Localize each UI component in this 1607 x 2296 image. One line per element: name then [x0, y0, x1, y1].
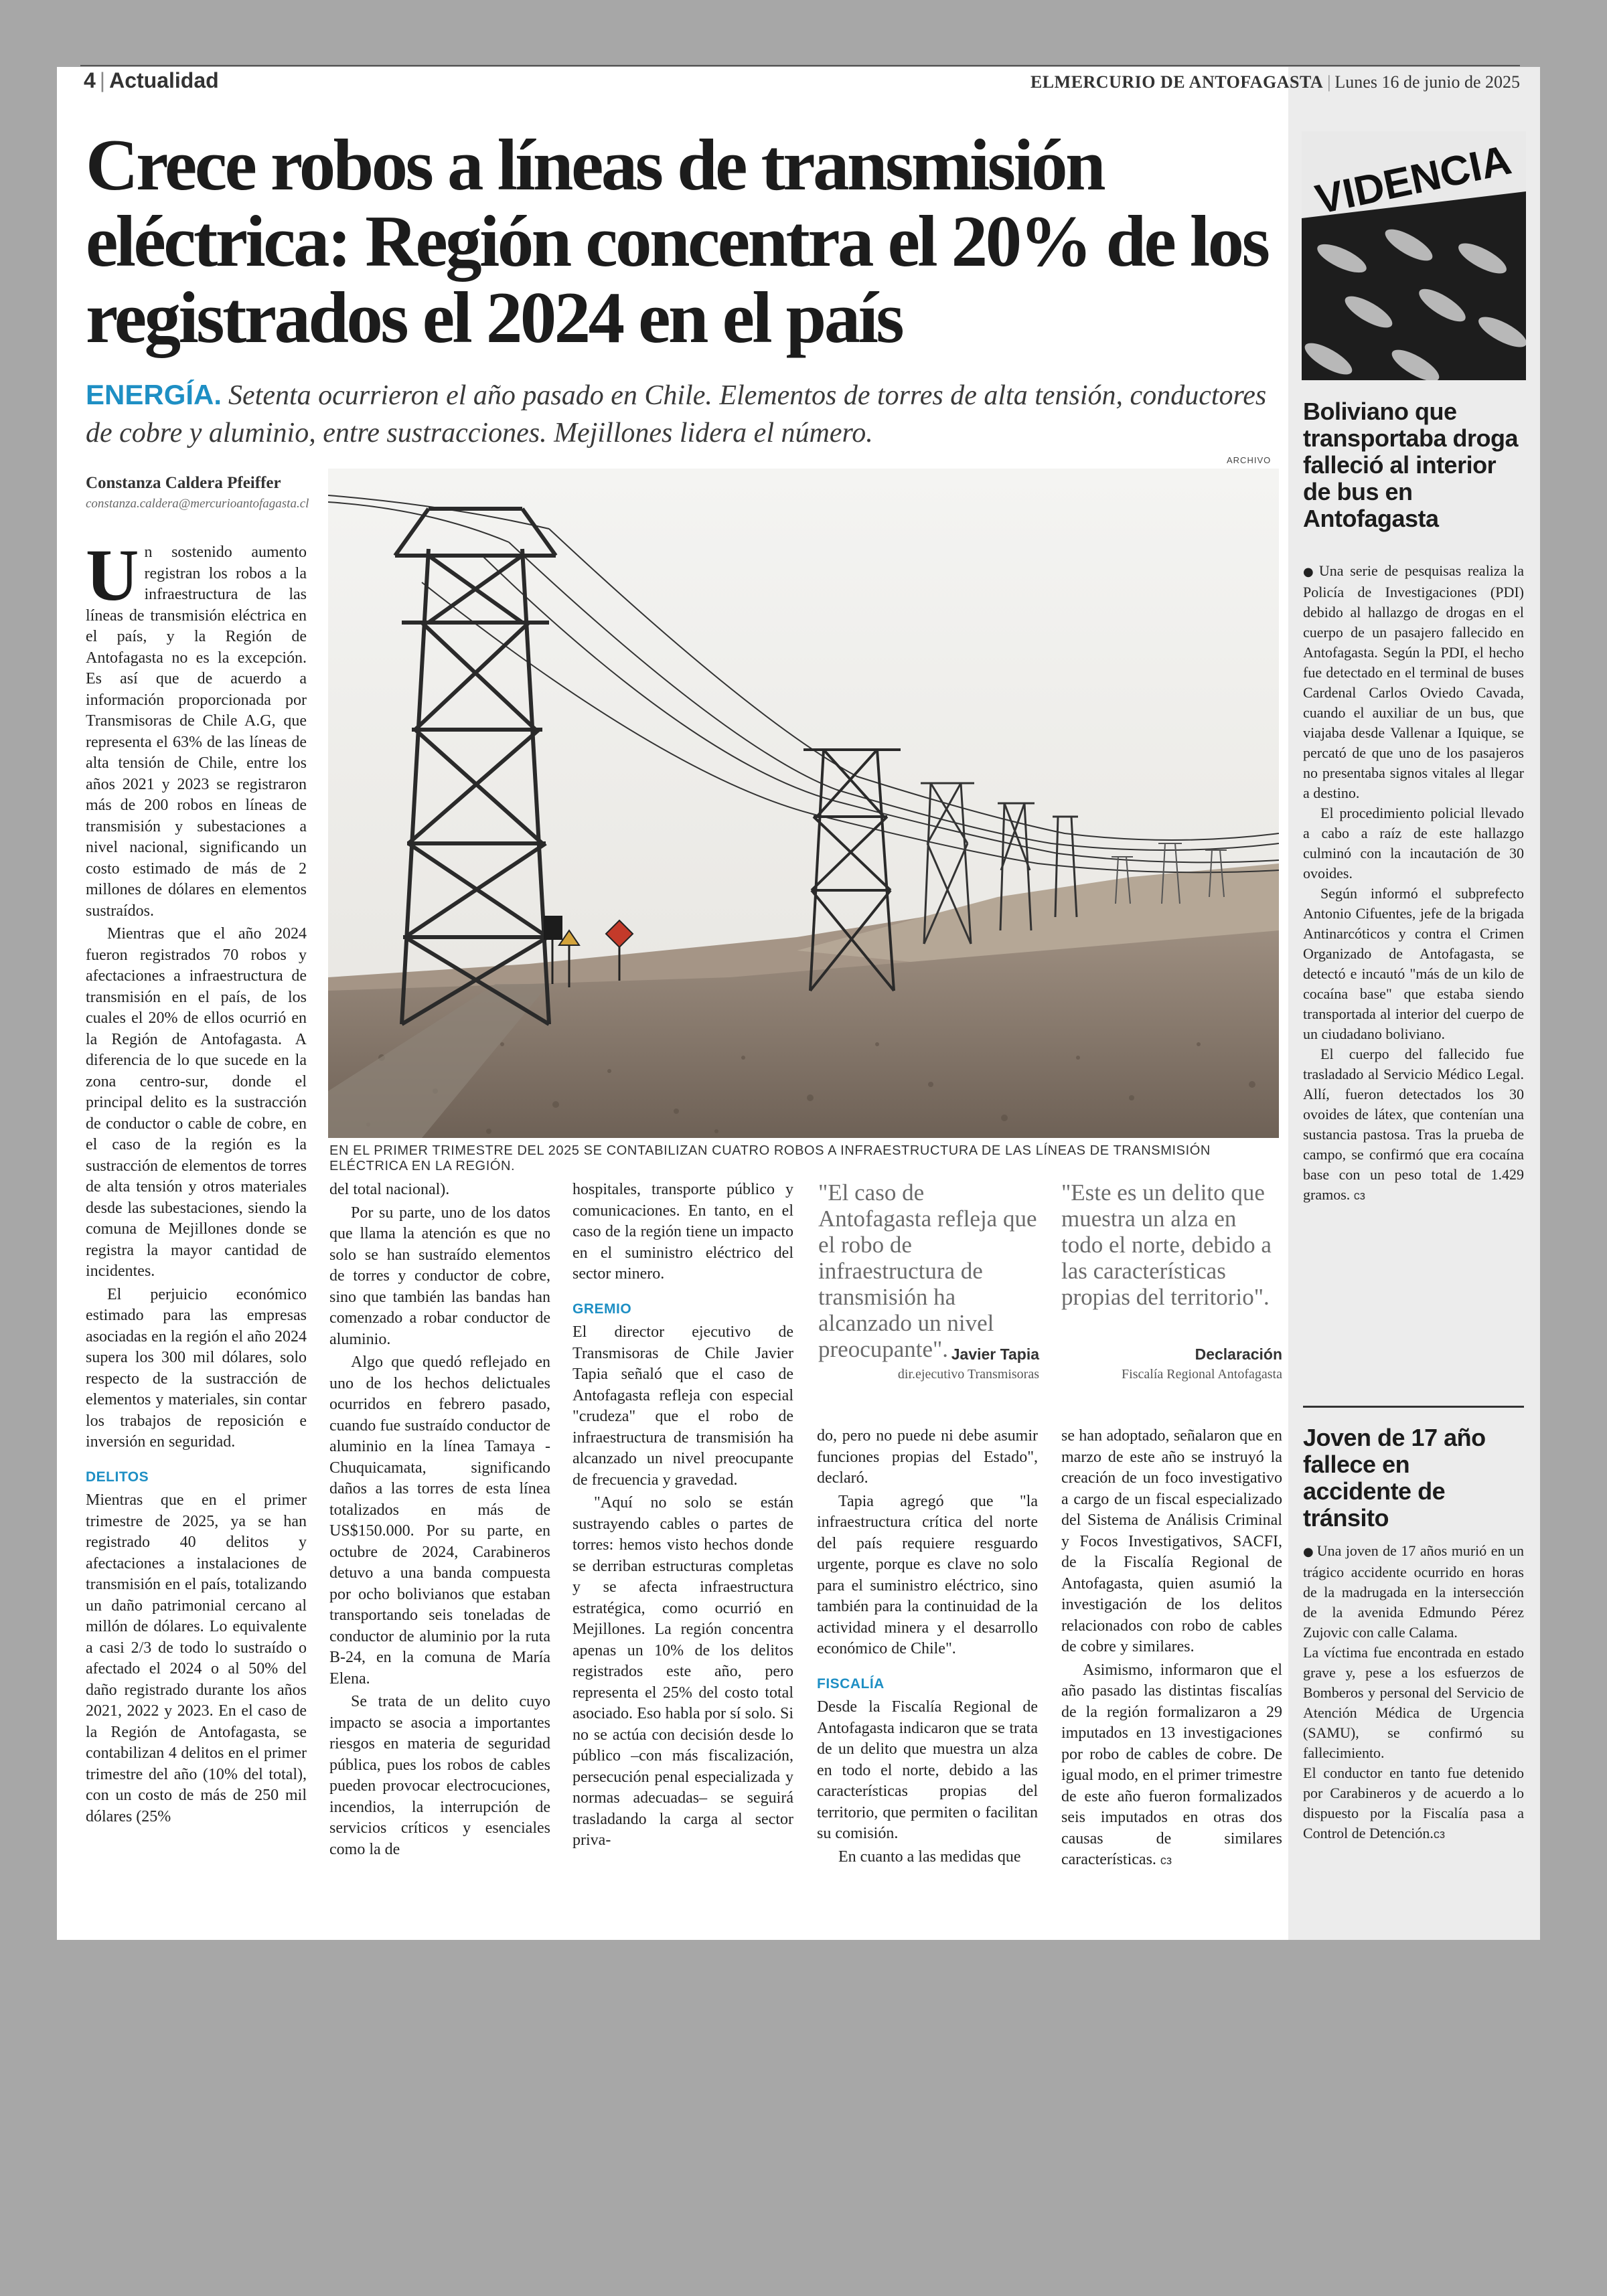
paragraph: [1061, 1660, 1282, 1872]
paragraph-text: Una joven de 17 años murió en un trágico accidente ocurrido en horas de la madrugada en la intersección de la avenida Edmundo Pérez Zujovic con calle Calama.: [1303, 1542, 1524, 1641]
header-rule: [80, 65, 1520, 66]
end-mark: cз: [1353, 1189, 1366, 1202]
photo-caption: EN EL PRIMER TRIMESTRE DEL 2025 SE CONTABILIZAN CUATRO ROBOS A INFRAESTRUCTURA DE LAS LÍNEAS DE TRANSMISIÓN ELÉCTRICA EN LA REGIÓN.: [329, 1143, 1211, 1173]
paragraph: El perjuicio económico estimado para las empresas asociadas en la región el año 2024 supera los 300 mil dólares, solo respecto de la sustracción de elementos y materiales, sin contar los trabajos de reposición e inversión en seguridad.: [86, 1285, 307, 1451]
article-kicker: ENERGÍA.: [86, 379, 222, 410]
paragraph: se han adoptado, señalaron que en marzo de este año se instruyó la creación de un foco investigativo a cargo de un fiscal especializado del Sistema de Análisis Criminal y Focos Investigativos, SACFI, de la Fiscalía Regional de Antofagasta, quien asumió la investigación de los delitos relacionados con robo de cables de cobre y similares.: [1061, 1427, 1282, 1655]
end-mark: cз: [1160, 1854, 1172, 1867]
paragraph-text: n sostenido aumento registran los robos a la infraestructura de las líneas de transmisión eléctrica en el país, y la Región de Antofagasta no es la excepción. Es así que de acuerdo a información proporcionada por Transmisoras de Chile A.G, que representa el 63% de las líneas de alta tensión de Chile, entre los años 2021 y 2023 se registraron más de 200 robos en líneas de transmisión y subestaciones a nivel nacional, significando un costo estimado de más de 2 millones de dólares en elementos sustraídos.: [86, 544, 307, 920]
paragraph: [86, 534, 307, 922]
paragraph: La víctima fue encontrada en estado grave y, pese a los esfuerzos de Bomberos y personal del Servicio de Atención Médica de Urgencia (SAMU), se confirmó su fallecimiento.: [1303, 1644, 1524, 1761]
pull-quote-2: "Este es un delito que muestra un alza en todo el norte, debido a las características propias del territorio".: [1061, 1179, 1272, 1310]
quote-author: Javier Tapia: [951, 1345, 1039, 1363]
paragraph: "Aquí no solo se están sustrayendo cables o partes de torres: hemos visto hechos donde se derriban estructuras completas y se afecta infraestructura estratégica, como ocurrió en Mejillones. La región concentra apenas un 10% de los delitos registrados este año, pero representa el 25% del costo total asociado. Eso habla por sí solo. Si no se actúa con decisión desde lo público –con más fiscalización, persecución penal especializada y normas adecuadas– se seguirá trasladando la carga al sector priva-: [572, 1494, 793, 1849]
sidebar-story-2-body: [1303, 1541, 1524, 1844]
transmission-towers-photo: [328, 469, 1279, 1138]
publication-name: ELMERCURIO DE ANTOFAGASTA: [1030, 72, 1324, 92]
paragraph: [1303, 1541, 1524, 1643]
sidebar-story-1-headline: Boliviano que transportaba droga falleció al interior de bus en Antofagasta: [1303, 398, 1519, 532]
drop-cap: U: [86, 534, 139, 616]
sidebar-story-2-headline: Joven de 17 año fallece en accidente de tránsito: [1303, 1424, 1486, 1532]
article-lead: [86, 376, 1291, 452]
article-headline: Crece robos a líneas de transmisión eléctrica: Región concentra el 20% de los registrados el 2024 en el país: [86, 125, 1268, 358]
sidebar-photo: [1302, 131, 1526, 380]
paragraph-text: Asimismo, informaron que el año pasado las distintas fiscalías de la región formalizaron a 29 imputados en 13 investigaciones por robo de cables de cobre. De igual modo, en el primer trimestre de este año fueron formalizados seis imputados en otras dos causas de similares características.: [1061, 1661, 1282, 1868]
author-email: constanza.caldera@mercurioantofagasta.cl: [86, 497, 309, 511]
paragraph: En cuanto a las medidas que: [838, 1848, 1021, 1866]
body-column-4: [817, 1426, 1038, 1870]
paragraph: [1303, 1044, 1524, 1206]
publication-date: Lunes 16 de junio de 2025: [1334, 72, 1520, 92]
subhead-delitos: DELITOS: [86, 1469, 149, 1485]
bullet-icon: ●: [1303, 565, 1316, 579]
paragraph: do, pero no puede ni debe asumir funciones propias del Estado", declaró.: [817, 1427, 1038, 1487]
author-name: Constanza Caldera Pfeiffer: [86, 474, 281, 492]
paragraph: Por su parte, uno de los datos que llama la atención es que no solo se han sustraído elementos de torres y conductor de cobre, sino que también las bandas han comenzado a robar conductor de aluminio.: [329, 1204, 550, 1348]
paragraph: Se trata de un delito cuyo impacto se asocia a importantes riesgos en materia de seguridad pública, pues los robos de cables pueden provocar electrocuciones, incendios, la interrupción de servicios críticos y esenciales como la de: [329, 1693, 550, 1858]
header-left: [84, 68, 219, 93]
paragraph: Mientras que en el primer trimestre de 2025, ya se han registrado 40 delitos y afectaciones a instalaciones de transmisión en el país, totalizando un daño patrimonial cercano al millón de dólares. Lo equivalente a casi 2/3 de todo lo sustraído o afectado el 2024 o al 50% del daño registrado durante los años 2021, 2022 y 2023. En el caso de la Región de Antofagasta, se contabilizan 4 delitos en el primer trimestre del año (10% del total), con un costo de más de 250 mil dólares (25%: [86, 1491, 307, 1825]
header-separator: |: [1327, 72, 1331, 92]
page-number: 4: [84, 68, 96, 92]
bullet-icon: ●: [1303, 1545, 1314, 1559]
subhead-fiscalia: FISCALÍA: [817, 1675, 885, 1692]
paragraph-text: El conductor en tanto fue detenido por Carabineros y de acuerdo a lo dispuesto por la Fiscalía pasa a Control de Detención.: [1303, 1765, 1524, 1841]
article-photo: [328, 469, 1279, 1138]
paragraph: Según informó el subprefecto Antonio Cifuentes, jefe de la brigada Antinarcóticos y contra el Crimen Organizado de Antofagasta, se detectó e incautó "más de un kilo de cocaína base" que estaba siendo transportada al interior del cuerpo de un ciudadano boliviano.: [1303, 885, 1524, 1042]
evidence-label: VIDENCIA: [1311, 137, 1515, 224]
quote-author: Declaración: [1195, 1345, 1282, 1363]
end-mark: cз: [1433, 1827, 1446, 1841]
paragraph: Desde la Fiscalía Regional de Antofagasta indicaron que se trata de un delito que muestra un alza en todo el norte, debido a las características propias del territorio, que permiten o facilitan su comisión.: [817, 1698, 1038, 1842]
sidebar-divider: [1303, 1406, 1524, 1408]
paragraph-text: El cuerpo del fallecido fue trasladado al Servicio Médico Legal. Allí, fueron detectados los 30 ovoides de látex, que contenían una sustancia pastosa. Tras la prueba de campo, se confirmó que era cocaína base con un peso total de 1.429 gramos.: [1303, 1046, 1524, 1203]
sidebar-story-1-body: [1303, 561, 1524, 1206]
header-right: [1030, 72, 1520, 92]
paragraph: [1303, 1763, 1524, 1844]
evidence-ovoids-photo: [1302, 131, 1526, 380]
quote-author-role: Fiscalía Regional Antofagasta: [1122, 1367, 1282, 1382]
paragraph-text: Una serie de pesquisas realiza la Policía de Investigaciones (PDI) debido al hallazgo de drogas en el cuerpo de un pasajero fallecido en Antofagasta. Según la PDI, el hecho fue detectado en el terminal de buses Cardenal Carlos Oviedo Cavada, cuando el auxiliar de un bus, que viajaba desde Vallenar a Iquique, se percató de que uno de los pasajeros no presentaba signos vitales al llegar a destino.: [1303, 562, 1524, 801]
paragraph: El procedimiento policial llevado a cabo a raíz de este hallazgo culminó con la incautación de 30 ovoides.: [1303, 805, 1524, 882]
body-column-3: [572, 1179, 793, 1854]
header-separator: |: [99, 68, 106, 92]
paragraph: Mientras que el año 2024 fueron registrados 70 robos y afectaciones a infraestructura de transmisión en el país, de los cuales el 20% de ellos ocurrió en la Región de Antofagasta. A diferencia de lo que sucede en la zona centro-sur, donde el principal delito es la sustracción de conductor o cable de cobre, en el caso de la región es la sustracción de elementos de torres de alta tensión y otros materiales desde las subestaciones, siendo la comuna de Mejillones donde se registra la mayor cantidad de incidentes.: [86, 925, 307, 1280]
photo-credit: ARCHIVO: [1227, 455, 1272, 465]
paragraph: hospitales, transporte público y comunicaciones. En tanto, en el caso de la región tiene un impacto en el suministro eléctrico del sector minero.: [572, 1181, 793, 1283]
paragraph: del total nacional).: [329, 1181, 450, 1198]
body-column-2: [329, 1179, 550, 1862]
paragraph: El director ejecutivo de Transmisoras de Chile Javier Tapia señaló que el caso de Antofagasta refleja con especial "crudeza" que el robo de infraestructura de transmisión ha alcanzado un nivel preocupante de frecuencia y gravedad.: [572, 1323, 793, 1489]
body-column-5: [1061, 1426, 1282, 1874]
paragraph: Algo que quedó reflejado en uno de los hechos delictuales ocurridos en febrero pasado, cuando fue sustraído conductor de aluminio en la línea Tamaya - Chuquicamata, significando daños a las torres de esta línea totalizados en más de US$150.000. Por su parte, en octubre de 2024, Carabineros detuvo a una banda compuesta por ocho bolivianos que estaban transportando seis toneladas de conductor de aluminio por la ruta B-24, en la comuna de María Elena.: [329, 1354, 550, 1688]
paragraph: [1303, 561, 1524, 803]
body-column-1: [86, 534, 307, 1829]
subhead-gremio: GREMIO: [572, 1301, 632, 1317]
quote-author-role: dir.ejecutivo Transmisoras: [897, 1367, 1039, 1382]
section-name: Actualidad: [109, 68, 219, 92]
lead-text: Setenta ocurrieron el año pasado en Chile. Elementos de torres de alta tensión, conductores de cobre y aluminio, entre sustracciones. Mejillones lidera el número.: [86, 380, 1267, 448]
paragraph: Tapia agregó que "la infraestructura crítica del norte del país requiere resguardo urgente, porque es clave no solo para el suministro eléctrico, sino también para la continuidad de la actividad minera y el desarrollo económico de Chile".: [817, 1492, 1038, 1657]
pull-quote-1: "El caso de Antofagasta refleja que el robo de infraestructura de transmisión ha alcanzado un nivel preocupante".: [818, 1179, 1037, 1362]
